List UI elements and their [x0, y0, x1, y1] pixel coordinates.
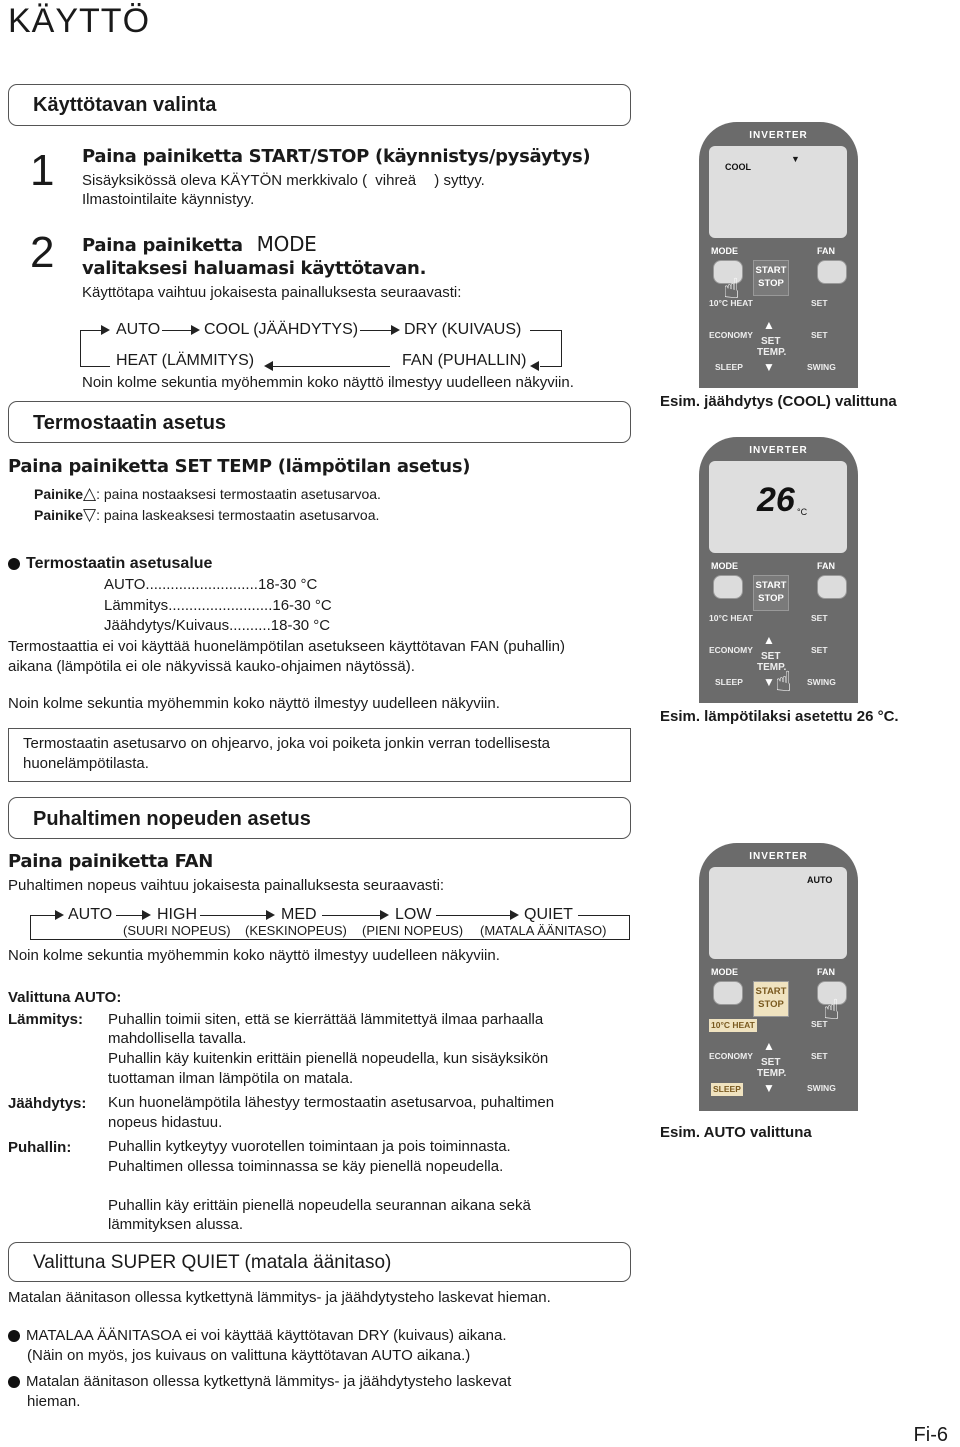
cool-line2: nopeus hidastuu.: [108, 1114, 223, 1131]
settemp-up: [34, 484, 381, 504]
fan-label: Puhallin:: [8, 1139, 72, 1156]
heat-line1: Puhallin toimii siten, että se kierrättää lämmitettyä ilmaa parhaalla: [108, 1011, 544, 1028]
start-label: START: [755, 580, 787, 591]
start-label: START: [755, 265, 787, 276]
pressing-hand-icon: ☝: [823, 994, 841, 1025]
remote-startstop-button[interactable]: [753, 260, 789, 296]
set-label-2: SET: [811, 330, 828, 340]
caption-fan: Esim. AUTO valittuna: [660, 1124, 812, 1141]
lcd-fan-text: AUTO: [807, 875, 833, 885]
range-value: 18-30 °C: [257, 576, 318, 593]
mode-auto: AUTO: [116, 321, 161, 338]
settemp-up-label: Painike: [34, 486, 84, 502]
remote-fan-button[interactable]: [817, 260, 847, 284]
section-thermostat-box: [8, 401, 631, 443]
swing-label: SWING: [807, 1083, 836, 1093]
step1-green: vihreä: [375, 172, 417, 189]
swing-label: SWING: [807, 677, 836, 687]
range-value: 16-30 °C: [272, 597, 332, 614]
step2-after: Noin kolme sekuntia myöhemmin koko näyttö ilmestyy uudelleen näkyviin.: [82, 374, 574, 391]
section-quiet-heading: Valittuna SUPER QUIET (matala äänitaso): [33, 1252, 392, 1273]
set-label: SET: [811, 613, 828, 623]
note-line1: Termostaatin asetusarvo on ohjearvo, joka voi poiketa jonkin verran todellisesta: [23, 735, 550, 752]
quiet-bullet2-line1: Matalan äänitason ollessa kytkettynä lämmitys- ja jäähdytysteho laskevat: [26, 1373, 512, 1390]
fan-after: Noin kolme sekuntia myöhemmin koko näyttö ilmestyy uudelleen näkyviin.: [8, 947, 500, 964]
quiet-bullet1-line2: (Näin on myös, jos kuivaus on valittuna käyttötavan AUTO aikana.): [27, 1347, 471, 1364]
section-fan-heading: Puhaltimen nopeuden asetus: [33, 808, 311, 830]
step1-title: Paina painiketta START/STOP (käynnistys/pysäytys): [82, 146, 591, 167]
fan-note-2: aikana (lämpötila ei ole näkyvissä kauko-ohjaimen näytössä).: [8, 658, 415, 675]
bullet-icon: [8, 1376, 20, 1388]
stop-label: STOP: [758, 593, 784, 604]
range-mode: Lämmitys: [104, 597, 169, 614]
remote-brand: INVERTER: [749, 445, 808, 456]
extra-line1: Puhallin käy erittäin pienellä nopeudella seurannan aikana sekä: [108, 1197, 531, 1214]
settemp-label2: TEMP.: [757, 1068, 787, 1079]
remote-cool-example: [699, 122, 858, 388]
remote-mode-label: MODE: [711, 967, 738, 977]
remote-fan-label: FAN: [817, 561, 835, 571]
extra-line2: lämmityksen alussa.: [108, 1216, 244, 1233]
step1-line1: [82, 172, 485, 189]
start-label: START: [755, 986, 787, 997]
speed-high-sub: (SUURI NOPEUS): [123, 923, 231, 938]
speed-med-sub: (KESKINOPEUS): [245, 923, 347, 938]
speed-auto: AUTO: [68, 906, 113, 923]
section-mode-box: [8, 84, 631, 126]
remote-mode-label: MODE: [711, 561, 738, 571]
sleep-label: SLEEP: [715, 677, 743, 687]
remote-startstop-button[interactable]: [753, 981, 789, 1017]
range-row-cool: [104, 617, 330, 634]
mode-fan: FAN (PUHALLIN): [402, 352, 527, 369]
speed-low-sub: (PIENI NOPEUS): [362, 923, 464, 938]
speed-quiet: QUIET: [524, 906, 573, 923]
sleep-label: SLEEP: [713, 1084, 741, 1094]
step2-title-a: Paina painiketta: [82, 235, 243, 256]
settemp-down-text: : paina laskeaksesi termostaatin asetusarvoa.: [96, 507, 380, 523]
lcd-mode-text: COOL: [725, 162, 751, 172]
remote-mode-button[interactable]: [713, 575, 743, 599]
speed-high: HIGH: [157, 906, 197, 923]
remote-lcd: [709, 146, 847, 238]
settemp-up-text: : paina nostaaksesi termostaatin asetusarvoa.: [96, 486, 381, 502]
page-title: KÄYTTÖ: [8, 2, 151, 40]
heat-line2: mahdollisella tavalla.: [108, 1030, 247, 1047]
mode-cool: COOL (JÄÄHDYTYS): [204, 321, 359, 338]
range-dots: .........................: [168, 597, 273, 614]
temp-down-icon[interactable]: ▼: [763, 675, 775, 689]
cool-line1: Kun huonelämpötila lähestyy termostaatin asetusarvoa, puhaltimen: [108, 1094, 555, 1111]
speed-quiet-sub: (MATALA ÄÄNITASO): [480, 923, 607, 938]
fan-title: Paina painiketta FAN: [8, 851, 213, 872]
bullet-icon: [8, 558, 20, 570]
economy-label: ECONOMY: [709, 645, 753, 655]
step2-mode: MODE: [256, 232, 317, 256]
pressing-hand-icon: ☝: [723, 273, 741, 304]
settemp-title: Paina painiketta SET TEMP (lämpötilan asetus): [8, 456, 471, 477]
range-mode: AUTO: [104, 576, 146, 593]
economy-label: ECONOMY: [709, 330, 753, 340]
quiet-bullet1-line1: MATALAA ÄÄNITASOA ei voi käyttää käyttötavan DRY (kuivaus) aikana.: [26, 1327, 507, 1344]
remote-brand: INVERTER: [749, 130, 808, 141]
remote-brand: INVERTER: [749, 851, 808, 862]
set-label-2: SET: [811, 645, 828, 655]
remote-fan-example: [699, 843, 858, 1111]
lcd-unit: °C: [797, 507, 808, 517]
note-line2: huonelämpötilasta.: [23, 755, 149, 772]
heat-line3: Puhallin käy kuitenkin erittäin pienellä nopeudella, kun sisäyksikön: [108, 1050, 549, 1067]
lcd-temperature: 26: [757, 481, 795, 519]
step1-line1a: Sisäyksikössä oleva KÄYTÖN merkkivalo (: [82, 172, 368, 189]
fan-line1: Puhallin kytkeytyy vuorotellen toimintaan ja pois toiminnasta.: [108, 1138, 511, 1155]
down-triangle-icon: ▽: [83, 505, 97, 524]
settemp-label1: SET: [761, 1057, 781, 1068]
range-dots: ..........: [229, 617, 271, 634]
bullet-icon: [8, 1330, 20, 1342]
step2-title: [82, 232, 317, 256]
cool-label: Jäähdytys:: [8, 1095, 87, 1112]
heat-label: Lämmitys:: [8, 1011, 84, 1028]
range-row-auto: [104, 576, 317, 593]
settemp-down: [34, 505, 379, 525]
quiet-bullet1: [8, 1327, 507, 1344]
remote-startstop-button[interactable]: [753, 575, 789, 611]
range-dots: ...........................: [145, 576, 258, 593]
temp-up-icon[interactable]: ▲: [763, 633, 775, 647]
remote-lcd: [709, 461, 847, 553]
fan-line2: Puhaltimen ollessa toiminnassa se käy pienellä nopeudella.: [108, 1158, 504, 1175]
set-label-2: SET: [811, 1051, 828, 1061]
step1-line1c: ) syttyy.: [434, 172, 485, 189]
stop-label: STOP: [758, 999, 784, 1010]
section-quiet-box: [8, 1242, 631, 1282]
remote-fan-label: FAN: [817, 246, 835, 256]
quiet-bullet2: [8, 1373, 511, 1390]
thermostat-note-box: [8, 728, 631, 782]
temp-up-icon[interactable]: ▲: [763, 1039, 775, 1053]
settemp-down-label: Painike: [34, 507, 84, 523]
section-fan-box: [8, 797, 631, 839]
quiet-line1: Matalan äänitason ollessa kytkettynä lämmitys- ja jäähdytysteho laskevat hieman.: [8, 1289, 551, 1306]
caption-temp: Esim. lämpötilaksi asetettu 26 °C.: [660, 708, 899, 725]
step1-line2: Ilmastointilaite käynnistyy.: [82, 191, 255, 208]
remote-lcd: [709, 867, 847, 959]
heat-label: 10°C HEAT: [709, 298, 753, 308]
temp-up-icon[interactable]: ▲: [763, 318, 775, 332]
range-title: [8, 555, 212, 573]
mode-heat: HEAT (LÄMMITYS): [116, 352, 255, 369]
fan-line1: Puhaltimen nopeus vaihtuu jokaisesta painalluksesta seuraavasti:: [8, 877, 445, 894]
mode-dry: DRY (KUIVAUS): [404, 321, 522, 338]
swing-label: SWING: [807, 362, 836, 372]
remote-fan-label: FAN: [817, 967, 835, 977]
heat-line4: tuottaman ilman lämpötila on matala.: [108, 1070, 354, 1087]
lcd-indicator-icon: ▼: [791, 154, 800, 164]
heat-label: 10°C HEAT: [711, 1020, 755, 1030]
step-number-2: 2: [30, 228, 55, 277]
settemp-label1: SET: [761, 651, 781, 662]
auto-title: Valittuna AUTO:: [8, 989, 122, 1006]
pressing-hand-icon: ☝: [775, 666, 793, 697]
temp-down-icon[interactable]: ▼: [763, 360, 775, 374]
speed-low: LOW: [395, 906, 432, 923]
page-number: Fi-6: [913, 1424, 948, 1446]
set-label: SET: [811, 298, 828, 308]
settemp-label2: TEMP.: [757, 662, 787, 673]
settemp-label1: SET: [761, 336, 781, 347]
step2-title-line2: valitaksesi haluamasi käyttötavan.: [82, 258, 427, 279]
sleep-label: SLEEP: [715, 362, 743, 372]
heat-label: 10°C HEAT: [709, 613, 753, 623]
settemp-label2: TEMP.: [757, 347, 787, 358]
range-value: 18-30 °C: [270, 617, 331, 634]
quiet-bullet2-line2: hieman.: [27, 1393, 81, 1410]
set-label: SET: [811, 1019, 828, 1029]
remote-mode-button[interactable]: [713, 981, 743, 1005]
economy-label: ECONOMY: [709, 1051, 753, 1061]
range-row-heat: [104, 597, 332, 614]
stop-label: STOP: [758, 278, 784, 289]
range-mode: Jäähdytys/Kuivaus: [104, 617, 230, 634]
range-title-text: Termostaatin asetusalue: [26, 555, 213, 572]
remote-temp-example: [699, 437, 858, 703]
up-triangle-icon: △: [83, 484, 97, 503]
fan-note-1: Termostaattia ei voi käyttää huonelämpötilan asetukseen käyttötavan FAN (puhallin): [8, 638, 565, 655]
step-number-1: 1: [30, 146, 55, 195]
settemp-after: Noin kolme sekuntia myöhemmin koko näyttö ilmestyy uudelleen näkyviin.: [8, 695, 500, 712]
caption-cool: Esim. jäähdytys (COOL) valittuna: [660, 393, 897, 410]
speed-med: MED: [281, 906, 317, 923]
remote-fan-button[interactable]: [817, 575, 847, 599]
section-thermostat-heading: Termostaatin asetus: [33, 412, 227, 434]
temp-down-icon[interactable]: ▼: [763, 1081, 775, 1095]
step2-line1: Käyttötapa vaihtuu jokaisesta painalluksesta seuraavasti:: [82, 284, 462, 301]
section-mode-heading: Käyttötavan valinta: [33, 94, 217, 116]
remote-mode-label: MODE: [711, 246, 738, 256]
